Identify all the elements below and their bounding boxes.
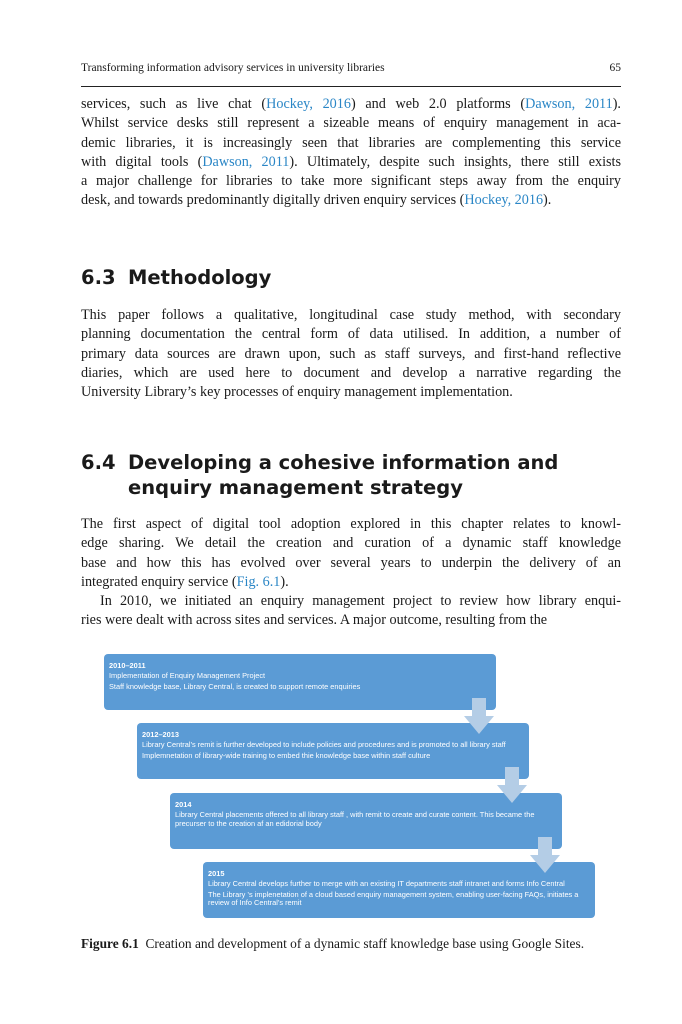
- timeline-box-2010-2011: [104, 654, 496, 710]
- text-run: primary data sources are drawn upon, such as staff surveys, and first-hand reflective: [81, 345, 621, 362]
- text-run: ).: [280, 573, 289, 590]
- text-run: University Library’s key processes of enquiry management implementation.: [81, 384, 513, 401]
- text-line: [81, 191, 621, 210]
- text-run: base and how this has evolved over several years to underpin the delivery of an: [81, 554, 621, 571]
- text-line: [81, 554, 621, 573]
- text-run: a major challenge for libraries to take more significant steps away from the enquiry: [81, 173, 621, 190]
- text-line: [81, 172, 621, 191]
- text-line: [81, 534, 621, 553]
- timeline-text: Implementation of Enquiry Management Project: [109, 671, 266, 681]
- text-line: [81, 573, 621, 592]
- text-line: [81, 306, 621, 325]
- text-run: In 2010, we initiated an enquiry management project to review how library enqui-: [100, 593, 621, 609]
- down-arrow-icon: [530, 837, 560, 873]
- section-title: Developing a cohesive information and enquiry management strategy: [128, 451, 559, 499]
- text-run: edge sharing. We detail the creation and curation of a dynamic staff knowledge: [81, 535, 621, 552]
- text-run: ).: [612, 96, 621, 112]
- text-line: [81, 592, 621, 611]
- section-number: 6.4: [81, 451, 116, 474]
- text-line: [81, 515, 621, 534]
- text-line: [81, 383, 621, 402]
- timeline-text: Library Central placements offered to all library staff , with remit to create and curate content. This became the precurser to the creation af an edidorial body: [175, 810, 535, 828]
- paragraph-enquiry-project: [81, 592, 621, 631]
- text-run: This paper follows a qualitative, longitudinal case study method, with secondary: [81, 307, 621, 323]
- timeline-text: Library Central develops further to merge with an existing IT departments staff intranet and forms Info Central: [208, 879, 565, 889]
- text-run: planning documentation the central form of data utilised. In addition, a number of: [81, 326, 621, 343]
- paragraph-knowledge-sharing: [81, 515, 621, 592]
- text-run: diaries, which are used here to document and develop a narrative regarding the: [81, 364, 621, 381]
- timeline-text: Implemnetation of library-wide training to embed thie knowledge base within staff culture: [142, 750, 431, 760]
- text-line: [81, 95, 621, 114]
- text-line: [81, 611, 621, 630]
- section-heading-6-3: [81, 266, 272, 291]
- page-number: 65: [609, 62, 621, 74]
- text-run: ries were dealt with across sites and services. A major outcome, resulting from the: [81, 612, 548, 629]
- running-title: Transforming information advisory services in university libraries: [81, 62, 385, 74]
- citation-link[interactable]: Dawson, 2011: [202, 153, 290, 170]
- header-rule: [81, 86, 621, 87]
- text-run: with digital tools (: [81, 153, 203, 170]
- text-run: ).: [543, 192, 552, 209]
- timeline-text: Library Central’s remit is further developed to include policies and procedures and is promoted to all library staff: [142, 740, 506, 750]
- section-title: Methodology: [128, 266, 272, 289]
- text-line: [81, 364, 621, 383]
- paragraph-methodology: [81, 306, 621, 402]
- text-run: services, such as live chat (: [81, 96, 267, 112]
- figure-caption-text: Creation and development of a dynamic staff knowledge base using Google Sites.: [145, 936, 585, 951]
- text-line: [81, 134, 621, 153]
- down-arrow-icon: [497, 767, 527, 803]
- timeline-text: Staff knowledge base, Library Central, is created to support remote enquiries: [109, 681, 361, 691]
- text-line: [81, 114, 621, 133]
- text-run: ). Ultimately, despite such insights, there still exists: [289, 153, 622, 170]
- citation-link[interactable]: Hockey, 2016: [266, 96, 351, 112]
- text-run: integrated enquiry service (: [81, 573, 237, 590]
- citation-link[interactable]: Hockey, 2016: [464, 192, 544, 209]
- citation-link[interactable]: Fig. 6.1: [236, 573, 281, 590]
- text-line: [81, 153, 621, 172]
- figure-caption: [81, 936, 584, 952]
- text-line: [81, 345, 621, 364]
- timeline-year: 2012–2013: [142, 730, 179, 739]
- section-number: 6.3: [81, 266, 116, 289]
- text-run: Whilst service desks still represent a sizeable means of enquiry management in aca-: [81, 115, 621, 132]
- citation-link[interactable]: Dawson, 2011: [525, 96, 613, 112]
- timeline-text: The Library ’s implenetation of a cloud based enquiry management system, enabling user-facing FAQs, initiates a review of Info Central’s remit: [208, 889, 579, 908]
- text-run: demic libraries, it is increasingly seen that libraries are complementing this service: [81, 134, 621, 151]
- timeline-year: 2014: [175, 800, 192, 809]
- text-run: desk, and towards predominantly digitally driven enquiry services (: [81, 192, 465, 209]
- text-run: The first aspect of digital tool adoption explored in this chapter relates to knowl-: [81, 516, 621, 532]
- timeline-year: 2010–2011: [109, 661, 146, 670]
- section-heading-6-4: [81, 451, 559, 499]
- down-arrow-icon: [464, 698, 494, 734]
- figure-label: Figure 6.1: [81, 936, 139, 951]
- paragraph-intro: [81, 95, 621, 211]
- timeline-year: 2015: [208, 869, 225, 878]
- text-run: ) and web 2.0 platforms (: [350, 96, 526, 112]
- text-line: [81, 325, 621, 344]
